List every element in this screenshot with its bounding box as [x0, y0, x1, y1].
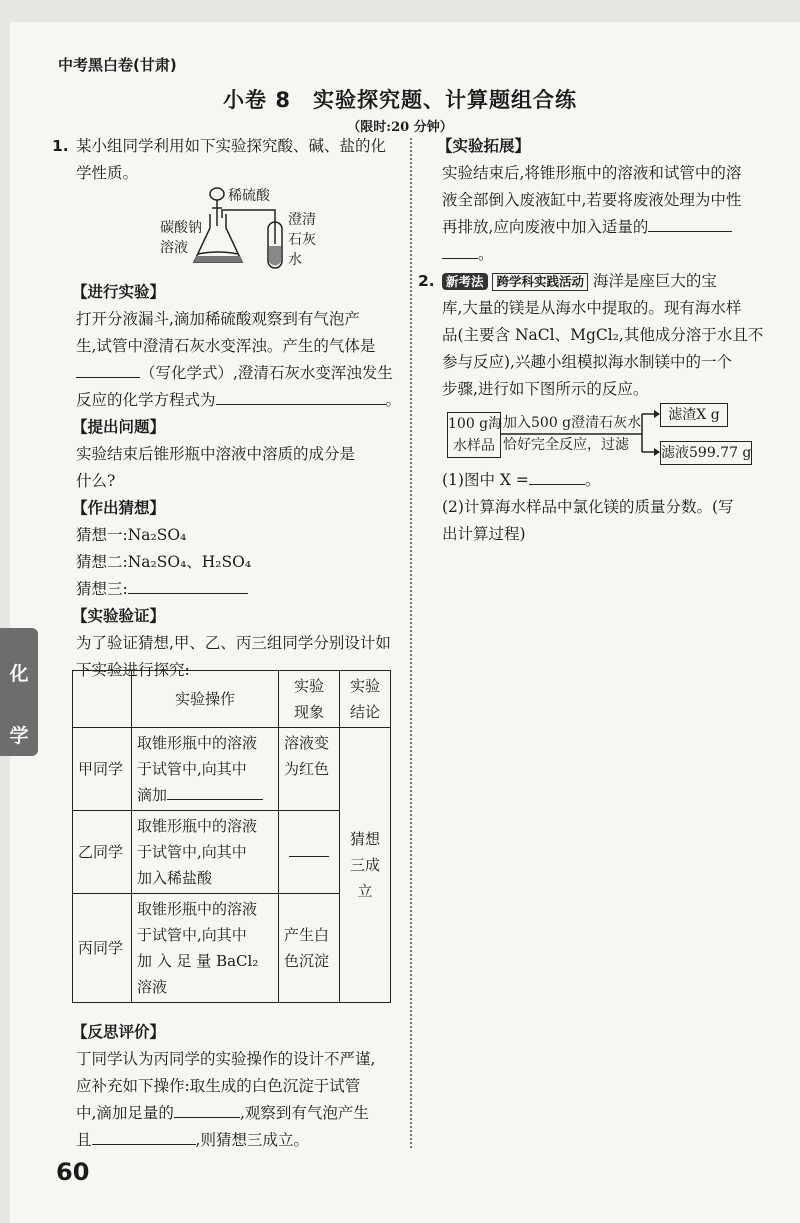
q2-line4: 参与反应),兴趣小组模拟海水制镁中的一个	[442, 353, 732, 371]
column-divider	[410, 138, 412, 1148]
answer-blank-observation[interactable]	[92, 1144, 196, 1145]
section-experiment: 【进行实验】	[72, 283, 166, 301]
operation-jia: 取锥形瓶中的溶液 于试管中,向其中 滴加	[132, 728, 279, 811]
flow-reagent-text: 加入500 g澄清石灰水 恰好完全反应，过滤	[503, 415, 642, 453]
flow-residue-box: 滤渣X g	[660, 403, 728, 427]
label-lime-2: 石灰	[288, 232, 316, 248]
side-tab-char-1: 化	[9, 663, 29, 685]
operation-yi: 取锥形瓶中的溶液 于试管中,向其中 加入稀盐酸	[132, 811, 279, 894]
extend-line2: 液全部倒入废液缸中,若要将废液处理为中性	[442, 191, 742, 209]
q2-line1: 新考法 跨学科实践活动 海洋是座巨大的宝	[442, 268, 717, 295]
answer-blank-equation[interactable]	[216, 404, 386, 405]
question-line2: 什么?	[76, 472, 116, 490]
q1-stem-line2: 学性质。	[76, 164, 139, 182]
guess-1: 猜想一:Na₂SO₄	[76, 526, 187, 544]
q2-line3: 品(主要含 NaCl、MgCl₂,其他成分溶于水且不	[442, 326, 764, 344]
exp-line3: （写化学式）,澄清石灰水变浑浊发生	[76, 360, 393, 387]
section-extend: 【实验拓展】	[437, 137, 531, 155]
page-number: 60	[56, 1158, 90, 1186]
flow-filtrate-box: 滤液599.77 g	[660, 441, 752, 465]
verify-line1: 为了验证猜想,甲、乙、丙三组同学分别设计如	[76, 634, 391, 652]
exp-line2: 生,试管中澄清石灰水变浑浊。产生的气体是	[76, 337, 376, 355]
reflect-line2: 应补充如下操作:取生成的白色沉淀于试管	[76, 1077, 361, 1095]
page-title: 小卷 8 实验探究题、计算题组合练	[223, 88, 577, 112]
answer-blank-indicator[interactable]	[167, 799, 263, 800]
flow-sample-box: 100 g海 水样品	[447, 412, 501, 458]
section-guess: 【作出猜想】	[72, 499, 166, 517]
operation-bing: 取锥形瓶中的溶液 于试管中,向其中 加 入 足 量 BaCl₂ 溶液	[132, 894, 279, 1003]
time-limit: （限时:20 分钟）	[347, 120, 453, 135]
guess-3: 猜想三:	[76, 576, 248, 603]
header-phenomenon: 实验 现象	[279, 671, 340, 728]
label-lime-3: 水	[288, 252, 302, 268]
header-conclusion: 实验 结论	[340, 671, 391, 728]
phenomenon-bing: 产生白 色沉淀	[279, 894, 340, 1003]
student-bing: 丙同学	[73, 894, 132, 1003]
section-reflect: 【反思评价】	[72, 1023, 166, 1041]
reflect-line3: 中,滴加足量的 ,观察到有气泡产生	[76, 1104, 369, 1122]
subject-side-tab	[0, 628, 38, 756]
flow-arrows	[500, 404, 660, 464]
q1-stem-line1: 某小组同学利用如下实验探究酸、碱、盐的化	[76, 137, 387, 155]
extend-line4: 。	[442, 241, 494, 268]
book-header: 中考黑白卷(甘肃)	[58, 56, 177, 74]
verify-line2: 下实验进行探究:	[76, 661, 190, 679]
answer-blank-phenomenon[interactable]	[289, 856, 329, 857]
conclusion-cell: 猜想 三成 立	[340, 728, 391, 1003]
extend-line1: 实验结束后,将锥形瓶中的溶液和试管中的溶	[442, 164, 742, 182]
header-operation: 实验操作	[132, 671, 279, 728]
extend-line3: 再排放,应向废液中加入适量的	[442, 214, 732, 241]
table-row	[73, 728, 391, 811]
answer-blank-guess3[interactable]	[128, 593, 248, 594]
reflect-line1: 丁同学认为丙同学的实验操作的设计不严谨,	[76, 1050, 376, 1068]
label-lime-1: 澄清	[288, 212, 316, 228]
answer-blank-reagent-cont[interactable]	[442, 258, 478, 259]
q2-sub2-line2: 出计算过程)	[442, 525, 526, 543]
q2-sub1: (1)图中 X = 。	[442, 471, 601, 489]
phenomenon-yi	[279, 811, 340, 894]
reflect-line4: 且 ,则猜想三成立。	[76, 1131, 309, 1149]
q2-sub2-line1: (2)计算海水样品中氯化镁的质量分数。(写	[442, 498, 734, 516]
label-dilute-acid: 稀硫酸	[228, 188, 270, 204]
exp-line1: 打开分液漏斗,滴加稀硫酸观察到有气泡产	[76, 310, 360, 328]
guess-2: 猜想二:Na₂SO₄、H₂SO₄	[76, 553, 252, 571]
answer-blank-reagent[interactable]	[648, 231, 732, 232]
side-tab-char-2: 学	[9, 725, 29, 747]
section-verify: 【实验验证】	[72, 607, 166, 625]
label-sodium-carbonate: 碳酸钠	[160, 220, 202, 236]
student-yi: 乙同学	[73, 811, 132, 894]
q2-line2: 库,大量的镁是从海水中提取的。现有海水样	[442, 299, 742, 317]
label-solution: 溶液	[160, 240, 188, 256]
new-method-tag: 新考法	[442, 273, 488, 290]
student-jia: 甲同学	[73, 728, 132, 811]
answer-blank-x[interactable]	[529, 484, 585, 485]
phenomenon-jia: 溶液变 为红色	[279, 728, 340, 811]
question-line1: 实验结束后锥形瓶中溶液中溶质的成分是	[76, 445, 356, 463]
experiment-table	[72, 670, 391, 1003]
exp-line4: 反应的化学方程式为 。	[76, 391, 402, 409]
cross-discipline-tag: 跨学科实践活动	[492, 273, 588, 291]
q2-line5: 步骤,进行如下图所示的反应。	[442, 380, 649, 398]
section-question: 【提出问题】	[72, 418, 166, 436]
answer-blank-gas[interactable]	[76, 377, 140, 378]
q2-number: 2.	[418, 272, 435, 290]
q1-number: 1.	[52, 137, 69, 155]
answer-blank-acid[interactable]	[174, 1117, 240, 1118]
table-header-row	[73, 671, 391, 728]
